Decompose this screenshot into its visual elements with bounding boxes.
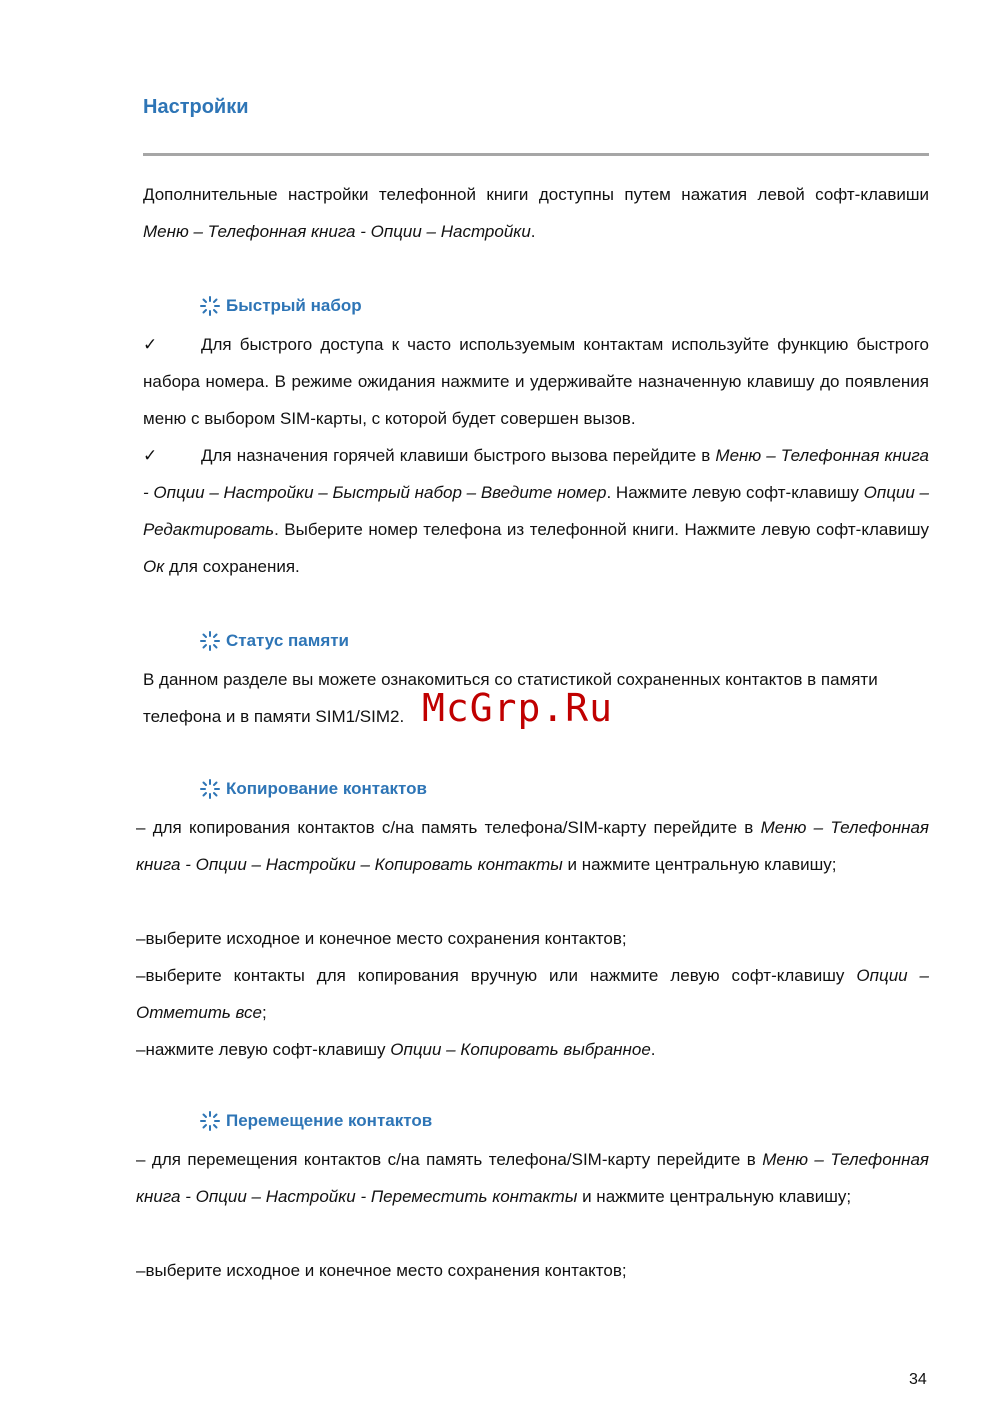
dash-item-text: и нажмите центральную клавишу;	[562, 855, 837, 874]
dash-item-text: ;	[262, 1003, 267, 1022]
dash-item-text: – для копирования контактов с/на память телефона/SIM-карту перейдите в	[136, 818, 761, 837]
menu-path: Меню – Телефонная книга - Опции – Настройки – Копировать контакты	[136, 818, 930, 874]
check-item-text: . Нажмите левую софт-клавишу	[606, 483, 864, 502]
checkmark-icon: ✓	[143, 335, 158, 354]
dash-item-text: –выберите контакты для копирования вручную или нажмите левую софт-клавишу	[136, 966, 857, 985]
check-item-text: . Выберите номер телефона из телефонной книги. Нажмите левую софт-клавишу	[274, 520, 929, 539]
dash-item-text: –нажмите левую софт-клавишу	[136, 1040, 391, 1059]
watermark: McGrp.Ru	[422, 686, 614, 730]
section-heading-text: Копирование контактов	[226, 779, 427, 798]
dash-item-text: – для перемещения контактов с/на память телефона/SIM-карту перейдите в	[136, 1150, 763, 1169]
section-heading-speed-dial	[200, 296, 362, 316]
check-list-item	[143, 437, 929, 585]
section-heading-memory-status	[200, 631, 349, 651]
spinner-bullet-icon	[200, 779, 220, 799]
menu-path: Ок	[143, 557, 165, 576]
intro-text: Дополнительные настройки телефонной книги доступны путем нажатия левой софт-клавиши	[143, 185, 929, 204]
section-heading-text: Статус памяти	[226, 631, 350, 650]
dash-list-item	[136, 809, 929, 883]
dash-list-item	[136, 1141, 929, 1215]
intro-text-end: .	[530, 222, 536, 241]
menu-path: Опции – Редактировать	[143, 483, 929, 539]
section-heading-copy-contacts	[200, 779, 427, 799]
check-item-text: Для назначения горячей клавиши быстрого вызова перейдите в	[201, 446, 716, 465]
dash-list-item: –выберите исходное и конечное место сохранения контактов;	[136, 929, 627, 948]
menu-path: Меню – Телефонная книга - Опции – Настройки – Быстрый набор – Введите номер	[143, 446, 929, 502]
section-heading-move-contacts	[200, 1111, 432, 1131]
menu-path: Опции – Отметить все	[136, 966, 930, 1022]
menu-path: Опции – Копировать выбранное	[390, 1040, 651, 1059]
dash-list-item	[136, 1031, 929, 1068]
menu-path: Меню – Телефонная книга - Опции – Настройки - Переместить контакты	[136, 1150, 929, 1206]
check-item-text: для сохранения.	[164, 557, 300, 576]
memory-status-paragraph: В данном разделе вы можете ознакомиться со статистикой сохраненных контактов в памяти телефона и в памяти SIM1/SIM2.	[143, 670, 878, 726]
section-heading-text: Перемещение контактов	[226, 1111, 433, 1130]
check-list-item	[143, 326, 929, 437]
dash-list-item	[136, 957, 929, 1031]
checkmark-icon: ✓	[143, 446, 158, 465]
check-item-text: Для быстрого доступа к часто используемым контактам используйте функцию быстрого набора номера. В режиме ожидания нажмите и удерживайте назначенную клавишу до появления меню с выбором SIM-карты, с которой будет совершен вызов.	[143, 335, 929, 428]
dash-item-text: и нажмите центральную клавишу;	[577, 1187, 852, 1206]
spinner-bullet-icon	[200, 1111, 220, 1131]
spinner-bullet-icon	[200, 631, 220, 651]
dash-list-item: –выберите исходное и конечное место сохранения контактов;	[136, 1261, 627, 1280]
title-divider	[143, 153, 929, 156]
dash-item-text: .	[650, 1040, 656, 1059]
intro-paragraph	[143, 176, 929, 250]
section-heading-text: Быстрый набор	[226, 296, 362, 315]
spinner-bullet-icon	[200, 296, 220, 316]
page-number: 34	[909, 1371, 927, 1388]
intro-menu-path: Меню – Телефонная книга - Опции – Настройки	[143, 222, 531, 241]
page-title: Настройки	[143, 96, 249, 118]
